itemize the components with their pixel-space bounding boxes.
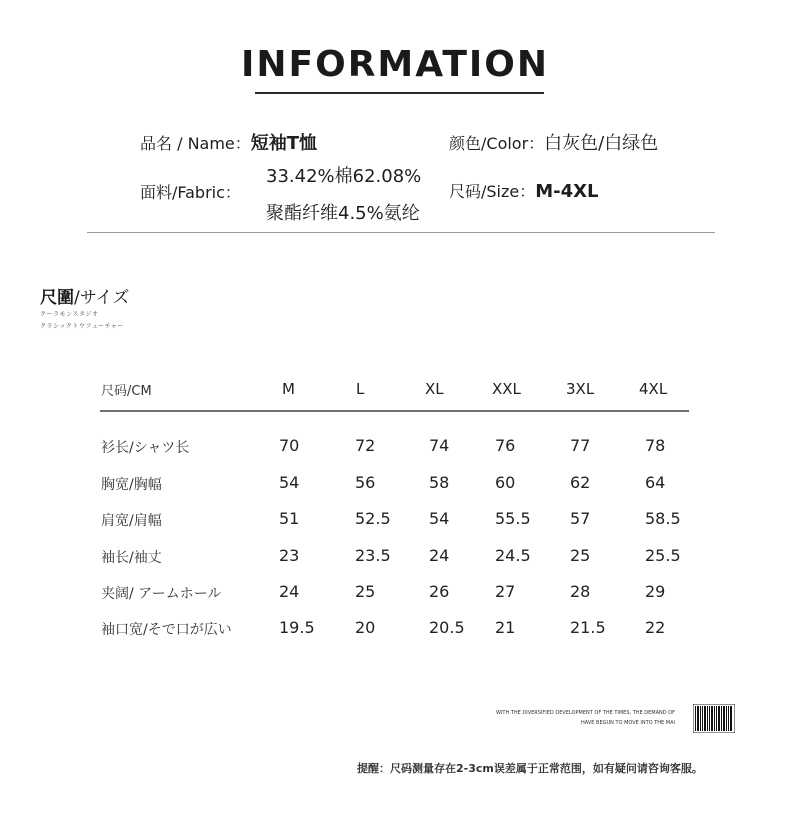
table-cell: 70 (279, 436, 300, 455)
row-label: 袖长/袖丈 (101, 550, 162, 566)
table-cell: 78 (645, 436, 666, 455)
size-section-subtitle-2: クラシックトウフューチャー (40, 323, 124, 330)
column-header-4xl: 4XL (639, 380, 668, 398)
row-label: 衫长/シャツ长 (101, 440, 190, 456)
table-cell: 64 (645, 473, 666, 492)
fabric-value-line1: 33.42%棉62.08% (266, 166, 422, 187)
table-cell: 74 (429, 436, 450, 455)
table-cell: 19.5 (279, 618, 315, 637)
table-cell: 62 (570, 473, 591, 492)
barcode-icon (693, 704, 735, 733)
table-cell: 24 (429, 546, 450, 565)
table-cell: 60 (495, 473, 516, 492)
table-cell: 54 (429, 509, 450, 528)
table-cell: 26 (429, 582, 450, 601)
fabric-label: 面料/Fabric： (140, 183, 241, 202)
color-value: 白灰色/白绿色 (544, 133, 659, 154)
size-value: M-4XL (535, 181, 599, 202)
table-cell: 54 (279, 473, 300, 492)
size-section-subtitle-1: クーラモンスタジオ (40, 311, 99, 318)
table-cell: 28 (570, 582, 591, 601)
row-label: 肩宽/肩幅 (101, 513, 162, 529)
table-cell: 58.5 (645, 509, 681, 528)
table-cell: 52.5 (355, 509, 391, 528)
row-label: 胸宽/胸幅 (101, 477, 162, 493)
table-cell: 29 (645, 582, 666, 601)
measurement-note: 提醒：尺码测量存在2-3cm误差属于正常范围，如有疑问请咨询客服。 (357, 762, 703, 775)
row-label: 袖口宽/そで口が広い (101, 622, 232, 638)
info-size (449, 179, 599, 202)
size-label: 尺码/Size： (449, 182, 536, 201)
table-cell: 25.5 (645, 546, 681, 565)
column-header-xl: XL (425, 380, 444, 398)
table-cell: 20 (355, 618, 376, 637)
color-label: 颜色/Color： (449, 134, 545, 153)
table-cell: 72 (355, 436, 376, 455)
table-cell: 21.5 (570, 618, 606, 637)
table-header-rule (100, 410, 689, 412)
barcode-caption-line1: WITH THE DIVERSIFIED DEVELOPMENT OF THE TIMES, THE DEMAND OF (496, 710, 675, 716)
info-name (140, 129, 317, 155)
column-header-3xl: 3XL (566, 380, 595, 398)
barcode-caption-line2: HAVE BEGUN TO MOVE INTO THE MAI (581, 720, 675, 726)
title-underline (255, 92, 544, 94)
page-title: INFORMATION (240, 44, 549, 85)
table-cell: 24 (279, 582, 300, 601)
table-cell: 23.5 (355, 546, 391, 565)
table-cell: 20.5 (429, 618, 465, 637)
column-header-m: M (282, 380, 295, 398)
column-header-xxl: XXL (492, 380, 521, 398)
name-label: 品名 / Name： (140, 134, 251, 153)
table-corner-header: 尺码/CM (101, 384, 152, 399)
size-section-title: 尺圍/サイズ (40, 288, 130, 308)
table-cell: 25 (570, 546, 591, 565)
table-cell: 21 (495, 618, 516, 637)
table-cell: 56 (355, 473, 376, 492)
column-header-l: L (356, 380, 365, 398)
table-cell: 58 (429, 473, 450, 492)
name-value: 短袖T恤 (250, 133, 318, 154)
info-divider (87, 232, 715, 233)
table-cell: 77 (570, 436, 591, 455)
table-cell: 76 (495, 436, 516, 455)
table-cell: 24.5 (495, 546, 531, 565)
table-cell: 27 (495, 582, 516, 601)
row-label: 夹阔/ アームホール (101, 586, 222, 602)
table-cell: 57 (570, 509, 591, 528)
table-cell: 51 (279, 509, 300, 528)
table-cell: 25 (355, 582, 376, 601)
table-cell: 23 (279, 546, 300, 565)
fabric-value-line2: 聚酯纤维4.5%氨纶 (266, 203, 420, 224)
table-cell: 55.5 (495, 509, 531, 528)
info-color (449, 129, 658, 155)
table-cell: 22 (645, 618, 666, 637)
